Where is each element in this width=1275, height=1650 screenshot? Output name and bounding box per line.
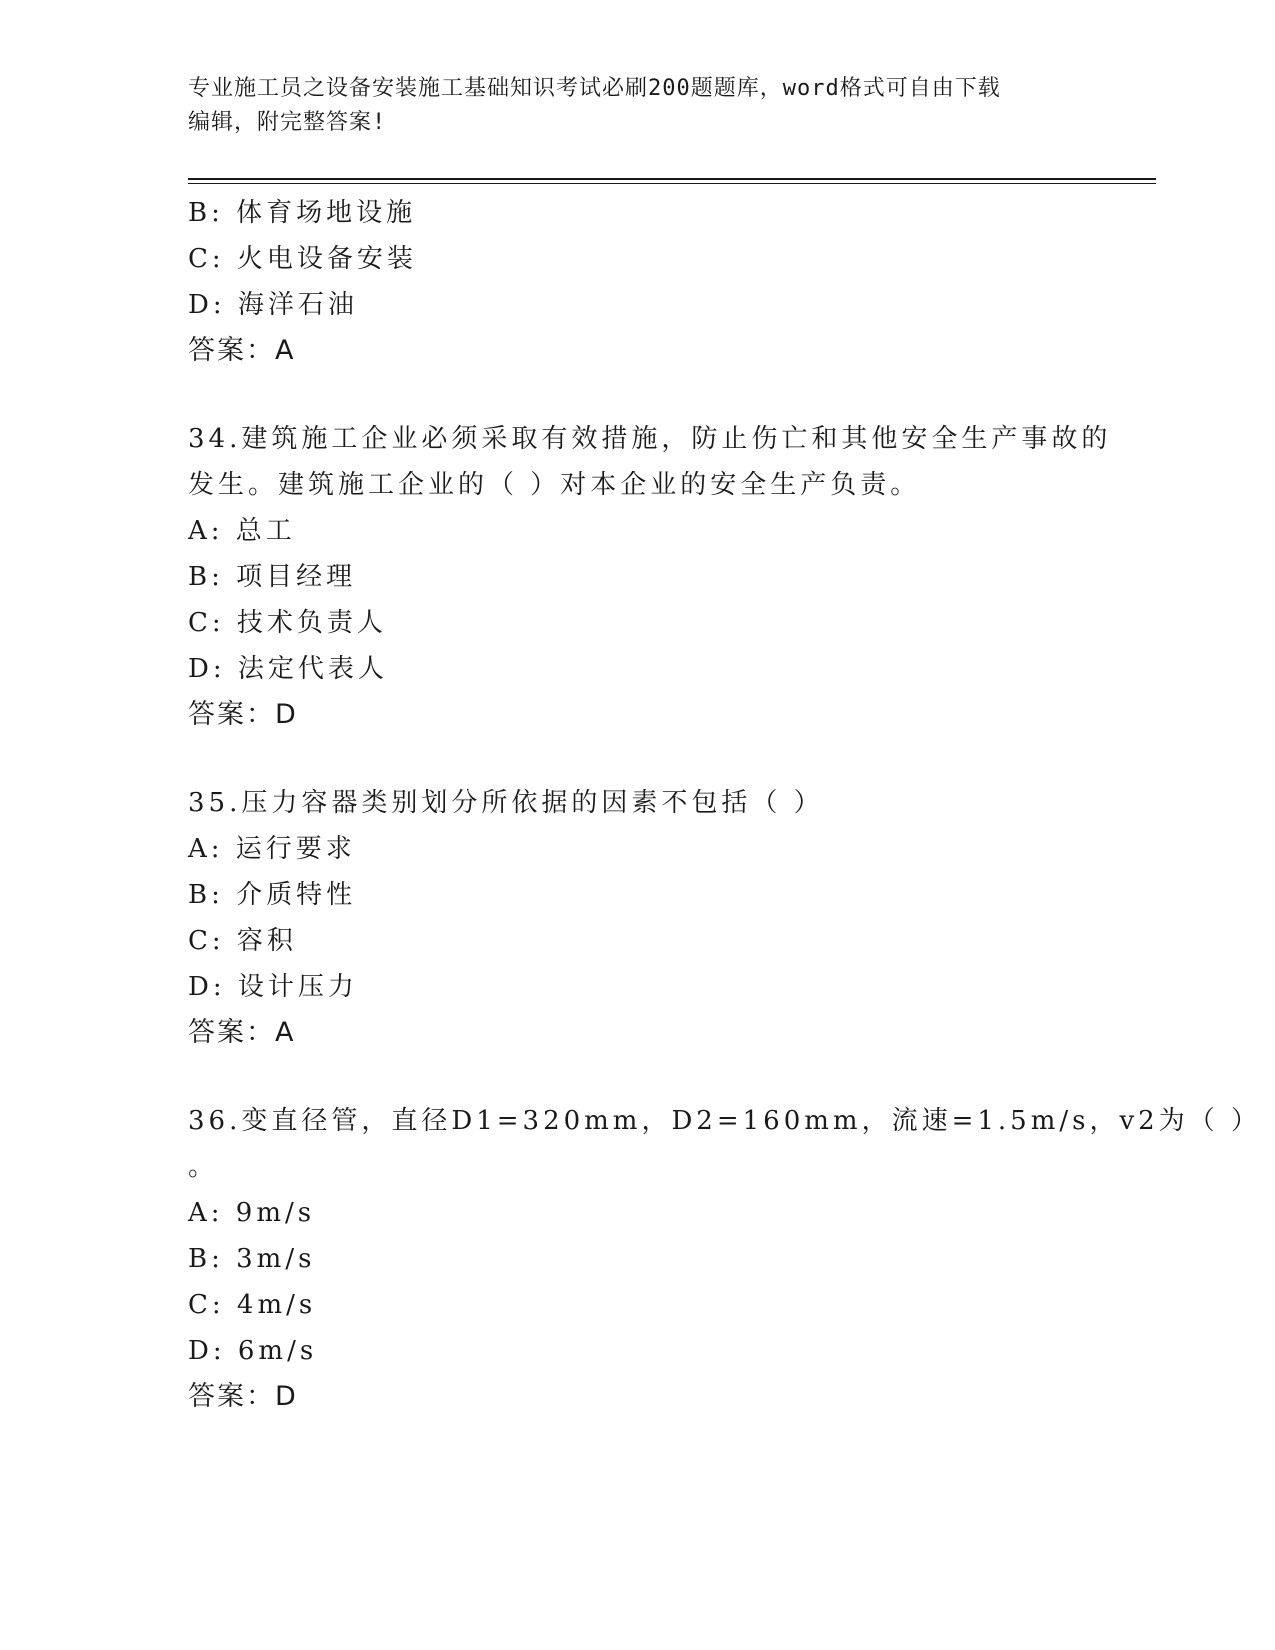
question-stem: 36.变直径管，直径D1=320mm，D2=160mm，流速=1.5m/s，v2为（ ） [188,1106,1261,1136]
answer-line: 答案：A [188,1017,296,1048]
option-d: D: 海洋石油 [188,290,358,320]
header-divider-top [188,178,1156,180]
question-34 [188,416,1112,738]
option-b: B: 项目经理 [188,562,357,592]
option-c: C: 4m/s [188,1290,317,1320]
option-d: D: 设计压力 [188,972,358,1002]
question-36 [188,1098,1261,1420]
option-c: C: 容积 [188,926,297,956]
option-d: D: 6m/s [188,1336,318,1366]
document-header [188,72,1088,140]
question-stem: 发生。建筑施工企业的（ ）对本企业的安全生产负责。 [188,470,921,500]
previous-question-tail [188,190,1088,374]
option-c: C: 火电设备安装 [188,244,417,274]
question-gap [188,1056,1088,1098]
header-divider-bottom [188,183,1156,184]
header-line-1: 专业施工员之设备安装施工基础知识考试必刷200题题库，word格式可自由下载 [188,76,1001,101]
question-stem-continuation: 。 [188,1152,219,1182]
option-a: A: 运行要求 [188,834,356,864]
option-b: B: 介质特性 [188,880,357,910]
answer-line: 答案：A [188,335,296,366]
option-c: C: 技术负责人 [188,608,387,638]
answer-line: 答案：D [188,699,298,730]
option-a: A: 总工 [188,516,296,546]
question-content [188,190,1261,1420]
header-line-2: 编辑，附完整答案! [188,110,387,135]
option-a: A: 9m/s [188,1198,316,1228]
question-stem: 34.建筑施工企业必须采取有效措施，防止伤亡和其他安全生产事故的 [188,424,1112,454]
question-gap [188,374,1088,416]
option-b: B: 体育场地设施 [188,198,417,228]
option-b: B: 3m/s [188,1244,316,1274]
question-35 [188,780,1088,1056]
question-stem: 35.压力容器类别划分所依据的因素不包括（ ） [188,788,824,818]
option-d: D: 法定代表人 [188,654,388,684]
answer-line: 答案：D [188,1381,298,1412]
question-gap [188,738,1088,780]
